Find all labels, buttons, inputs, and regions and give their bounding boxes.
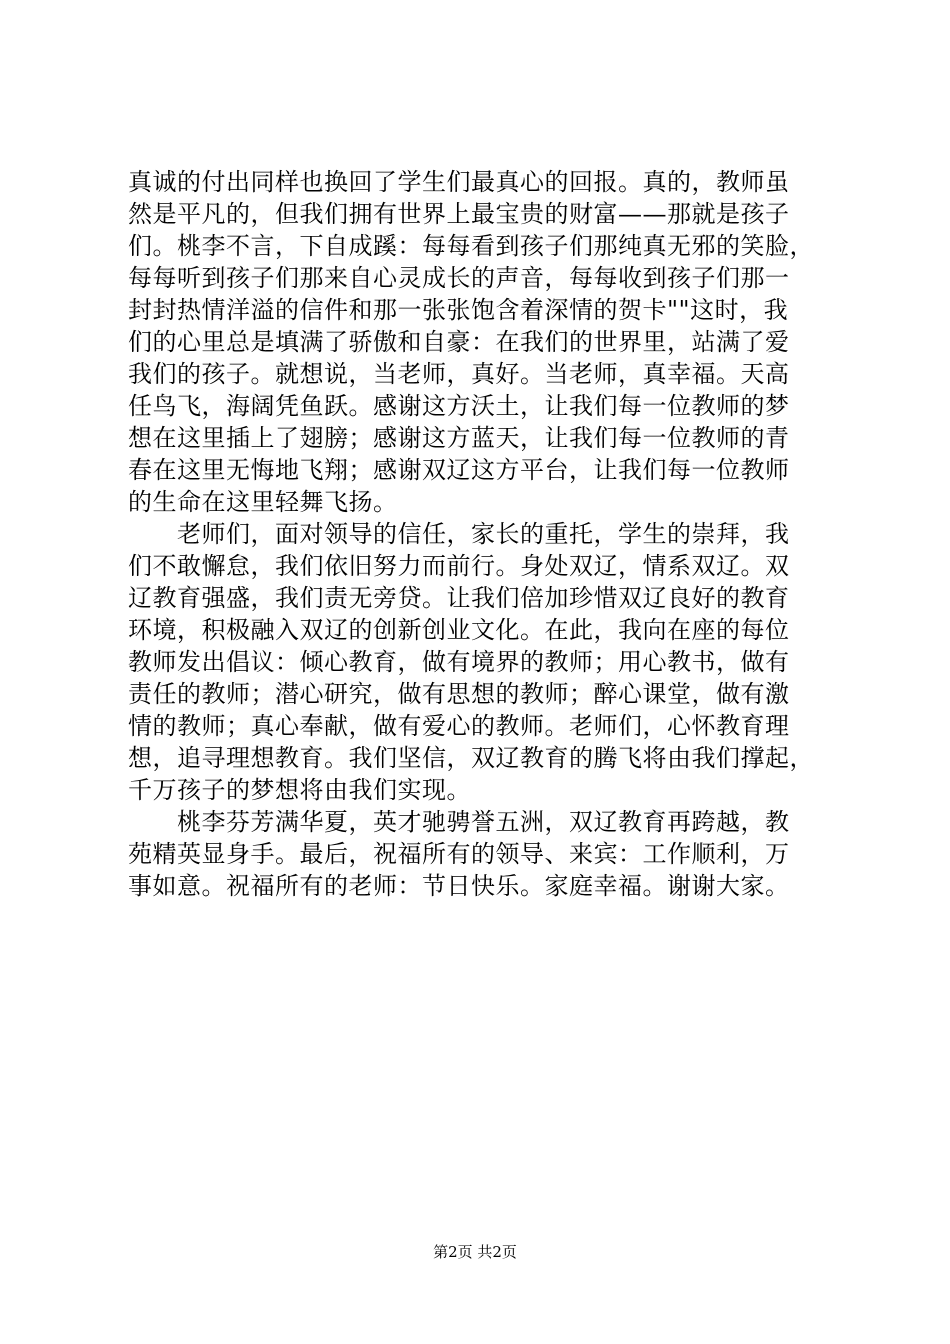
text-line: 们不敢懈怠，我们依旧努力而前行。身处双辽，情系双辽。双 xyxy=(128,552,790,580)
text-line: 春在这里无悔地飞翔；感谢双辽这方平台，让我们每一位教师 xyxy=(128,456,790,484)
text-line: 环境，积极融入双辽的创新创业文化。在此，我向在座的每位 xyxy=(128,616,790,644)
text-line: 事如意。祝福所有的老师：节日快乐。家庭幸福。谢谢大家。 xyxy=(128,872,790,900)
text-line: 们。桃李不言，下自成蹊：每每看到孩子们那纯真无邪的笑脸， xyxy=(128,232,814,260)
text-line: 然是平凡的，但我们拥有世界上最宝贵的财富——那就是孩子 xyxy=(128,200,790,228)
text-line: 桃李芬芳满华夏，英才驰骋誉五洲，双辽教育再跨越，教 xyxy=(128,808,790,836)
text-line: 千万孩子的梦想将由我们实现。 xyxy=(128,776,471,804)
text-line: 教师发出倡议：倾心教育，做有境界的教师；用心教书，做有 xyxy=(128,648,790,676)
text-line: 想，追寻理想教育。我们坚信，双辽教育的腾飞将由我们撑起， xyxy=(128,744,814,772)
page-number-footer: 第2页 共2页 xyxy=(433,1243,517,1261)
text-line: 苑精英显身手。最后，祝福所有的领导、来宾：工作顺利，万 xyxy=(128,840,790,868)
text-line: 真诚的付出同样也换回了学生们最真心的回报。真的，教师虽 xyxy=(128,168,790,196)
text-line: 每每听到孩子们那来自心灵成长的声音，每每收到孩子们那一 xyxy=(128,264,790,292)
text-line: 老师们，面对领导的信任，家长的重托，学生的崇拜，我 xyxy=(128,520,790,548)
document-body xyxy=(128,166,828,902)
text-line: 封封热情洋溢的信件和那一张张饱含着深情的贺卡""这时，我 xyxy=(128,296,789,324)
text-line: 任鸟飞，海阔凭鱼跃。感谢这方沃土，让我们每一位教师的梦 xyxy=(128,392,790,420)
text-line: 责任的教师；潜心研究，做有思想的教师；醉心课堂，做有激 xyxy=(128,680,790,708)
text-line: 辽教育强盛，我们责无旁贷。让我们倍加珍惜双辽良好的教育 xyxy=(128,584,790,612)
text-line: 我们的孩子。就想说，当老师，真好。当老师，真幸福。天高 xyxy=(128,360,790,388)
text-line: 的生命在这里轻舞飞扬。 xyxy=(128,488,398,516)
text-line: 情的教师；真心奉献，做有爱心的教师。老师们，心怀教育理 xyxy=(128,712,790,740)
text-line: 们的心里总是填满了骄傲和自豪：在我们的世界里，站满了爱 xyxy=(128,328,790,356)
text-line: 想在这里插上了翅膀；感谢这方蓝天，让我们每一位教师的青 xyxy=(128,424,790,452)
